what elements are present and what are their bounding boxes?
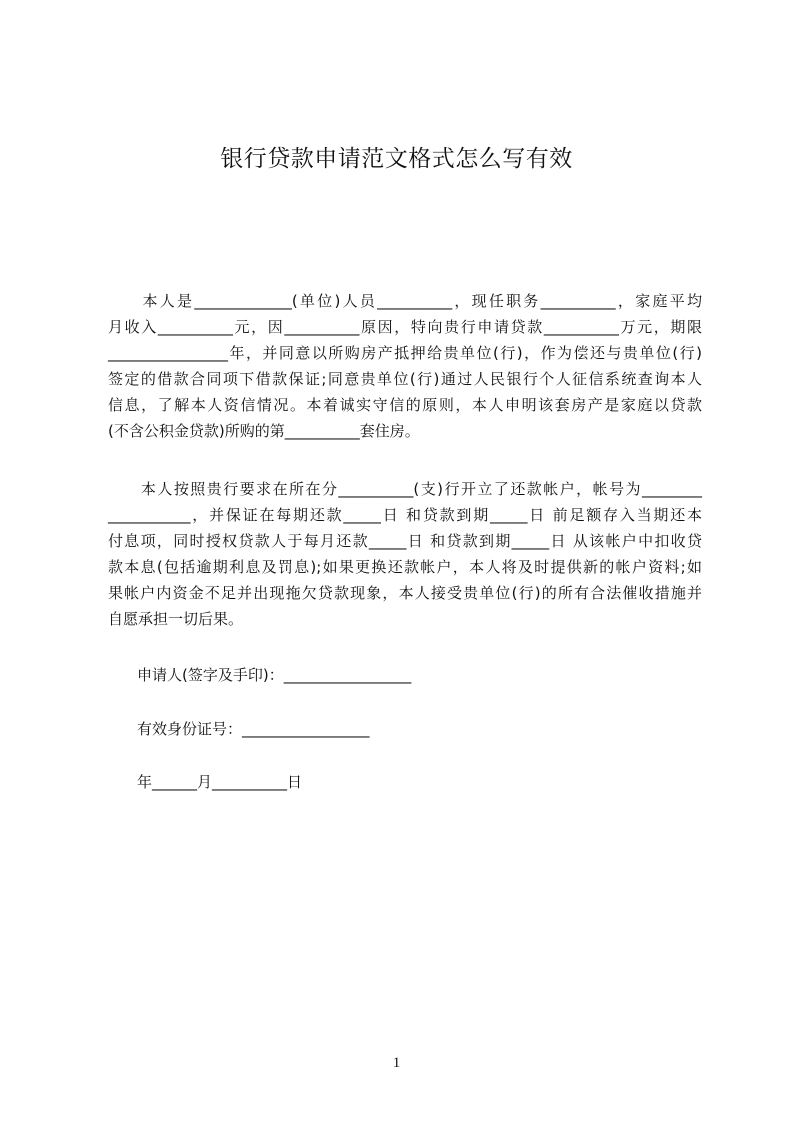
text-line: 月收入__________元，因__________原因，特向贵行申请贷款__________万元，期限: [108, 318, 702, 336]
text-line: ________________年，并同意以所购房产抵押给贵单位(行)，作为偿还与贵单位(行): [108, 344, 702, 362]
text-line: 款本息(包括逾期利息及罚息);如果更换还款帐户，本人将及时提供新的帐户资料;如: [108, 558, 702, 576]
text-line: 自愿承担一切后果。: [108, 610, 244, 628]
date-field: 年______月__________日: [137, 773, 303, 791]
text-line: 签定的借款合同项下借款保证;同意贵单位(行)通过人民银行个人征信系统查询本人: [108, 370, 702, 388]
text-line: 本人按照贵行要求在所在分__________(支)行开立了还款帐户，帐号为________: [108, 480, 702, 498]
page-number: 1: [392, 1055, 401, 1071]
id-number-field: 有效身份证号：_________________: [137, 720, 370, 738]
applicant-signature-field: 申请人(签字及手印)：_________________: [137, 666, 412, 684]
text-line: ___________，并保证在每期还款_____日 和贷款到期_____日 前足额存入当期还本: [108, 506, 702, 524]
text-line: 付息项，同时授权贷款人于每月还款_____日 和贷款到期_____日 从该帐户中扣收贷: [108, 532, 702, 550]
page-title: 银行贷款申请范文格式怎么写有效: [220, 146, 573, 172]
paragraph-repayment-account: [108, 476, 702, 632]
text-line: 果帐户内资金不足并出现拖欠贷款现象，本人接受贵单位(行)的所有合法催收措施并: [108, 584, 702, 602]
text-line: 信息，了解本人资信情况。本着诚实守信的原则，本人申明该套房产是家庭以贷款: [108, 396, 702, 414]
paragraph-loan-application: [108, 288, 702, 444]
text-line: 本人是_____________(单位)人员__________，现任职务__________，家庭平均: [108, 292, 702, 310]
text-line: (不含公积金贷款)所购的第__________套住房。: [108, 422, 420, 440]
